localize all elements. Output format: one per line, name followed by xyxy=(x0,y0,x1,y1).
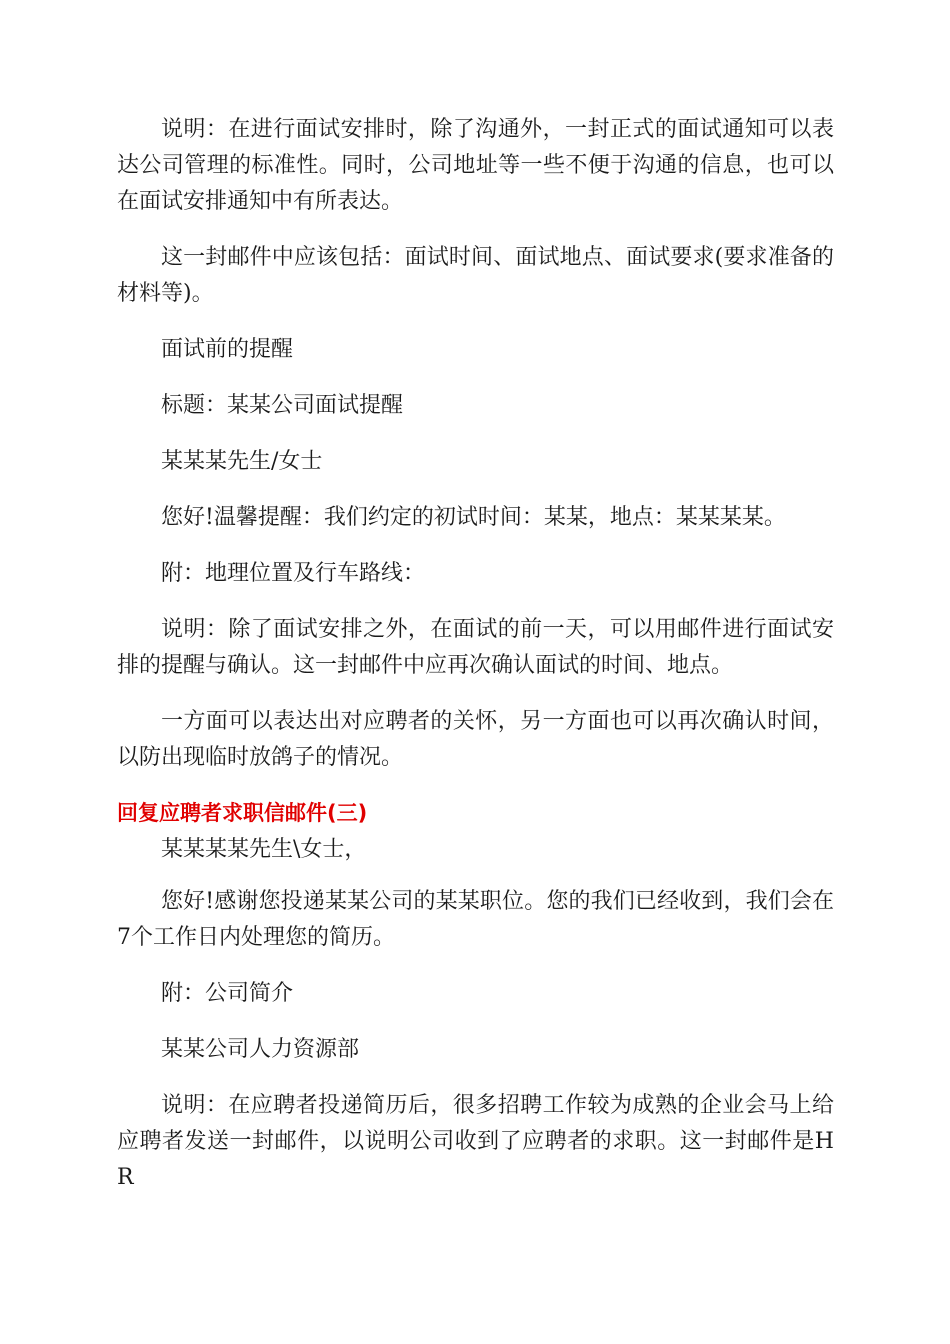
paragraph-reminder-title: 面试前的提醒 xyxy=(161,337,294,362)
document-body xyxy=(117,112,834,1216)
paragraph-subject-line: 标题：某某公司面试提醒 xyxy=(161,393,404,418)
paragraph-reminder-note: 说明：除了面试安排之外，在面试的前一天，可以用邮件进行面试安排的提醒与确认。这一封邮件中应再次确认面试的时间、地点。 xyxy=(117,617,834,678)
paragraph-reply-note: 说明：在应聘者投递简历后，很多招聘工作较为成熟的企业会马上给应聘者发送一封邮件，以说明公司收到了应聘者的求职。这一封邮件是HR xyxy=(117,1093,834,1190)
paragraph-interview-note: 说明：在进行面试安排时，除了沟通外，一封正式的面试通知可以表达公司管理的标准性。同时，公司地址等一些不便于沟通的信息，也可以在面试安排通知中有所表达。 xyxy=(117,117,834,214)
paragraph-greeting-reminder: 您好!温馨提醒：我们约定的初试时间：某某，地点：某某某某。 xyxy=(161,505,786,530)
paragraph-attachment-route: 附：地理位置及行车路线： xyxy=(161,561,426,586)
paragraph-reply-salutation: 某某某某先生\女士， xyxy=(161,837,367,862)
paragraph-company-intro: 附：公司简介 xyxy=(161,981,294,1006)
section-heading: 回复应聘者求职信邮件(三) xyxy=(117,801,368,825)
paragraph-salutation: 某某某先生/女士 xyxy=(161,449,323,474)
paragraph-care-note: 一方面可以表达出对应聘者的关怀，另一方面也可以再次确认时间，以防出现临时放鸽子的情况。 xyxy=(117,709,834,770)
paragraph-email-contents: 这一封邮件中应该包括：面试时间、面试地点、面试要求(要求准备的材料等)。 xyxy=(117,245,834,306)
paragraph-hr-dept: 某某公司人力资源部 xyxy=(161,1037,360,1062)
paragraph-reply-body: 您好!感谢您投递某某公司的某某职位。您的我们已经收到，我们会在7个工作日内处理您的简历。 xyxy=(117,889,834,950)
